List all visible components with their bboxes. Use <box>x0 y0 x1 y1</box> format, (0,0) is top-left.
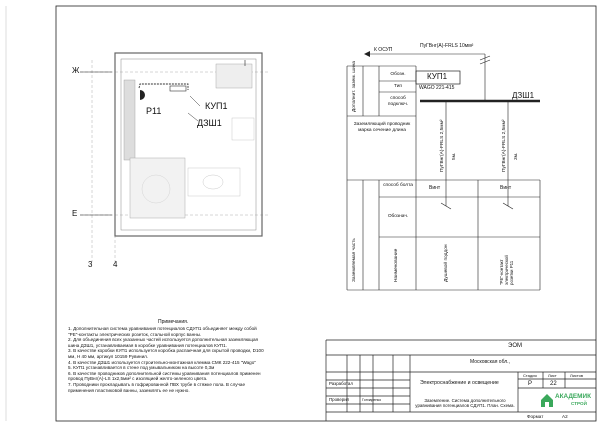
axis-label-4: 4 <box>113 260 118 269</box>
plan-outlet-label: Р11 <box>146 106 162 116</box>
cable-top-label: ПуГВнг(А)-FRLS 10мм² <box>420 43 474 49</box>
schema-panel-type: WAGO 221-415 <box>419 85 455 91</box>
cable-1-length: 5м. <box>452 152 457 160</box>
item-2: "РЕ"-контакт электрической розетки Р11 <box>499 255 514 285</box>
stage-value: Р <box>528 381 533 387</box>
stamp-section: Электроснабжение и освещение <box>420 380 499 386</box>
plan-ground-label: ДЗШ1 <box>197 118 222 128</box>
notes-list <box>68 326 308 393</box>
row-type: Тип <box>394 84 402 89</box>
format-value: А2 <box>562 414 568 419</box>
company-sub: СТРОЙ <box>571 401 587 406</box>
screw-2: Винт <box>500 185 512 191</box>
checker-name: Гончаренко <box>362 398 382 402</box>
developer-label: Разработал <box>329 381 353 386</box>
note-line: "РЕ"-контакты электрических розеток, стальной корпус ванны. <box>68 331 202 337</box>
note-line: 7. Проводники прокладывать в гофрированной ПВХ трубе в стяжке пола. В случае <box>68 381 246 387</box>
stamp-address: Московская обл., <box>470 359 510 365</box>
socket-icon <box>140 90 145 100</box>
company-name: АКАДЕМИК <box>555 393 592 400</box>
note-line: применения пластиковой ванны, заземлять ее не нужно. <box>68 387 190 393</box>
row-conductor: Заземляющий проводник марка сечение длина <box>353 122 411 133</box>
to-osup-label: К ОСУП <box>374 47 393 53</box>
cable-2-length: 3м. <box>514 152 519 160</box>
format-label: Формат <box>527 414 544 419</box>
stamp-code: ЭОМ <box>508 343 522 349</box>
cable-1-label: ПуГВнг(А)-FRLS 2,5мм² <box>440 119 445 172</box>
axis-label-3: 3 <box>88 260 93 269</box>
screw-1: Винт <box>429 185 441 191</box>
notes-title: Примечания. <box>158 319 189 325</box>
sheet-title: Заземление. Система дополнительного уравнивания потенциалов СДУП1. План. Схема. <box>415 398 515 409</box>
cable-2-label: ПуГВнг(А)-FRLS 2,5мм² <box>502 119 507 172</box>
row-method: способ подключ. <box>387 96 409 107</box>
note-line: 4. В качестве ДЗШ1 используется строительно-монтажная клемма СМК 222-415 "Wago" <box>68 359 256 365</box>
note-line: 6. В качестве проводников дополнительной системы уравнивания потенциалов применен <box>68 370 261 376</box>
note-line: 2. Для объединения всех указанных частей используется дополнительная заземляющая <box>68 337 259 343</box>
axis-markers <box>80 72 112 215</box>
note-line: шина ДЗШ1, устанавливаемая в коробке уравнивания потенциалов КУП1. <box>68 342 227 348</box>
axis-label-zh: Ж <box>72 66 80 75</box>
checker-label: Проверил <box>329 397 350 402</box>
floor-plan <box>115 53 262 236</box>
row-designation2: Обознач. <box>387 214 409 219</box>
row-method2: способ болта <box>383 183 413 188</box>
schema-panel-name: КУП1 <box>427 72 448 81</box>
company-logo <box>540 391 592 409</box>
item-1: Душевой поддон <box>444 244 449 282</box>
note-line: 3. В качестве коробки КУП1 используется коробка распаечная для скрытой проводки, D100 <box>68 348 264 354</box>
row-designation: Обозн. <box>390 72 406 77</box>
note-line: 1. Дополнительная система уравнивания потенциалов СДУП1 объединяет между собой <box>68 326 257 331</box>
panel-box <box>170 86 186 91</box>
axis-label-e: Е <box>72 209 78 218</box>
note-line: мм, Н 40 мм, артикул 10159 Рувинил. <box>68 353 149 359</box>
note-line: 5. КУП1 устанавливается в стене под умывальником на высоте 0,3м <box>68 365 215 371</box>
sheet-label: Лист <box>548 373 557 378</box>
note-line: провод ПуВнг(А)-LS 1х2,5мм² с изоляцией желто-зеленого цвета. <box>68 376 208 382</box>
row-name: Наименование <box>394 248 399 282</box>
row-grounded: Заземляемая часть <box>352 238 357 282</box>
sheet-value: 22 <box>550 381 557 387</box>
schema-bus-label: ДЗШ1 <box>512 91 535 100</box>
stage-label: Стадия <box>523 373 537 378</box>
row-header-bus: Дополнит. зазем. шина <box>352 60 357 112</box>
house-icon <box>540 392 554 408</box>
shower-tray <box>130 158 185 218</box>
sheets-label: Листов <box>570 373 583 378</box>
plan-panel-label: КУП1 <box>205 101 228 111</box>
